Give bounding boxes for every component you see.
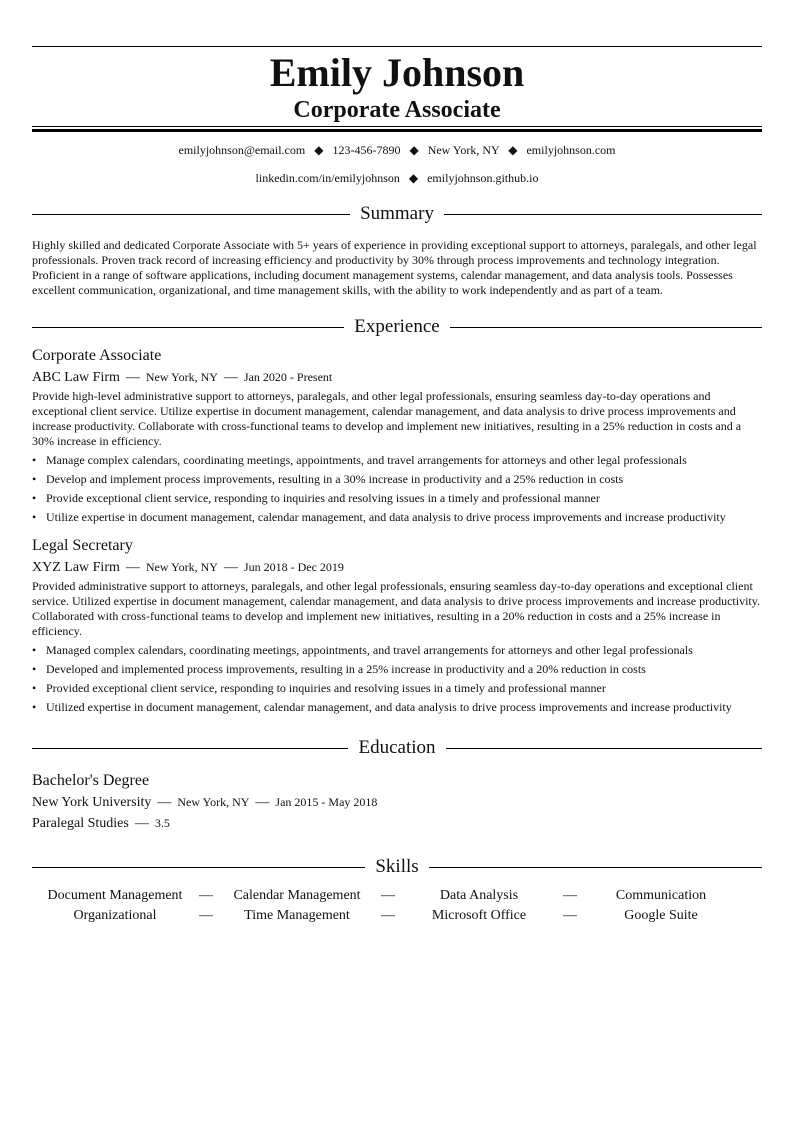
education-entry (32, 770, 762, 834)
diamond-separator-icon: ◆ (409, 143, 419, 157)
bullet-text: Manage complex calendars, coordinating meetings, appointments, and travel arrangements for attorneys and other legal professionals (46, 453, 687, 467)
job-entry (32, 536, 762, 717)
bullet-icon: • (32, 510, 37, 524)
candidate-name: Emily Johnson (269, 50, 525, 95)
phone-number: 123-456-7890 (332, 143, 401, 157)
job-location: New York, NY (145, 560, 218, 574)
list-item (32, 641, 762, 660)
skill-item: Time Management (244, 908, 350, 923)
dash-separator: — (125, 370, 140, 385)
dash-separator: — (125, 560, 140, 575)
bullet-text: Develop and implement process improvements, resulting in a 30% increase in productivity and a 25% reduction in costs (46, 472, 624, 486)
bullet-icon: • (32, 662, 37, 676)
skills-title: Skills (375, 856, 419, 877)
education-school: New York University (32, 795, 152, 810)
summary-section-header (32, 201, 762, 227)
skills-section-header (32, 854, 762, 880)
education-meta (32, 792, 762, 813)
skill-item: Data Analysis (439, 888, 519, 903)
list-item (32, 489, 762, 508)
linkedin-link[interactable]: linkedin.com/in/emilyjohnson (255, 171, 400, 185)
website-link[interactable]: emilyjohnson.com (526, 143, 616, 157)
experience-title: Experience (354, 316, 440, 337)
list-item (32, 660, 762, 679)
job-entry (32, 346, 762, 527)
header-double-rule (32, 126, 762, 132)
summary-title: Summary (360, 203, 434, 224)
education-gpa: 3.5 (154, 816, 170, 830)
job-description: Provided administrative support to attorneys, paralegals, and other legal professionals, ensuring seamless day-to-day operations and exceptional client service. Utilized expertise in document management, calendar management, and data analysis to drive process improvements and increase productivity. Collaborated with cross-functional teams to develop and implement new initiatives, resulting in a 20% reduction in costs and a 25% increase in efficiency. (32, 579, 760, 638)
list-item (32, 508, 762, 527)
bullet-icon: • (32, 700, 37, 714)
list-item (32, 470, 762, 489)
skill-item: Calendar Management (233, 888, 361, 903)
education-field: Paralegal Studies (32, 816, 129, 831)
list-item (32, 679, 762, 698)
bullet-icon: • (32, 453, 37, 467)
contact-line-2 (32, 164, 762, 192)
job-meta (32, 366, 762, 389)
list-item (32, 698, 762, 717)
job-dates: Jan 2020 - Present (243, 370, 333, 384)
dash-separator: — (223, 560, 238, 575)
dash-separator: — (255, 795, 270, 810)
summary-text: Highly skilled and dedicated Corporate Associate with 5+ years of experience in providing exceptional support to attorneys, paralegals, and other legal professionals. Proven track record of increasing efficiency and productivity by 30% through process improvements and technology integration. Proficient in a range of software applications, including document management systems, calendar management, and data analysis tools. Possesses excellent communication, organizational, and time management skills, with the ability to work independently and as part of a team. (32, 238, 757, 297)
education-section-header (32, 735, 762, 761)
location-text: New York, NY (427, 143, 500, 157)
dash-separator: — (157, 795, 172, 810)
bullet-icon: • (32, 491, 37, 505)
bullet-icon: • (32, 643, 37, 657)
job-dates: Jun 2018 - Dec 2019 (243, 560, 344, 574)
skill-item: Communication (615, 888, 707, 903)
dash-separator: — (381, 888, 395, 903)
skill-item: Google Suite (624, 908, 698, 923)
skill-item: Microsoft Office (431, 908, 527, 923)
skills-grid (32, 886, 762, 926)
job-company: ABC Law Firm (32, 370, 120, 385)
bullet-icon: • (32, 472, 37, 486)
education-dates: Jan 2015 - May 2018 (275, 795, 378, 809)
job-title: Legal Secretary (32, 537, 133, 554)
dash-separator: — (223, 370, 238, 385)
job-meta (32, 556, 762, 579)
dash-separator: — (199, 888, 213, 903)
skill-item: Document Management (47, 888, 183, 903)
job-title: Corporate Associate (32, 347, 162, 364)
education-degree: Bachelor's Degree (32, 772, 150, 789)
contact-block (32, 136, 762, 192)
skills-row (32, 906, 762, 926)
skill-item: Organizational (73, 908, 157, 923)
github-link[interactable]: emilyjohnson.github.io (427, 171, 539, 185)
dash-separator: — (563, 908, 577, 923)
bullet-text: Provide exceptional client service, responding to inquiries and resolving issues in a timely and professional manner (46, 491, 600, 505)
dash-separator: — (563, 888, 577, 903)
diamond-separator-icon: ◆ (408, 171, 419, 185)
resume-page (32, 46, 762, 926)
bullet-text: Managed complex calendars, coordinating meetings, appointments, and travel arrangements for attorneys and other legal professionals (46, 643, 693, 657)
experience-section-header (32, 314, 762, 340)
dash-separator: — (199, 908, 213, 923)
contact-line-1 (32, 136, 762, 164)
job-bullet-list (32, 451, 762, 527)
list-item (32, 451, 762, 470)
job-bullet-list (32, 641, 762, 717)
bullet-text: Provided exceptional client service, responding to inquiries and resolving issues in a timely and professional manner (46, 681, 606, 695)
candidate-headline: Corporate Associate (293, 97, 501, 123)
diamond-separator-icon: ◆ (314, 143, 324, 157)
education-field-line (32, 813, 762, 834)
skills-row (32, 886, 762, 906)
job-location: New York, NY (145, 370, 218, 384)
bullet-text: Utilize expertise in document management, calendar management, and data analysis to drive process improvements and increase productivity (46, 510, 726, 524)
education-title: Education (358, 737, 436, 758)
email-link[interactable]: emilyjohnson@email.com (178, 143, 306, 157)
job-company: XYZ Law Firm (32, 560, 120, 575)
education-location: New York, NY (177, 795, 250, 809)
top-rule (32, 46, 762, 47)
dash-separator: — (134, 816, 149, 831)
bullet-icon: • (32, 681, 37, 695)
job-description: Provide high-level administrative support to attorneys, paralegals, and other legal professionals, ensuring seamless day-to-day operations and exceptional client service. Utilize expertise in document management, calendar management, and data analysis to drive process improvements and increase productivity. Collaborate with cross-functional teams to develop and implement new initiatives, resulting in a 25% reduction in costs and a 30% increase in efficiency. (32, 389, 742, 448)
dash-separator: — (381, 908, 395, 923)
diamond-separator-icon: ◆ (508, 143, 518, 157)
bullet-text: Utilized expertise in document management, calendar management, and data analysis to drive process improvements and increase productivity (46, 700, 732, 714)
bullet-text: Developed and implemented process improvements, resulting in a 25% increase in productivity and a 20% reduction in costs (46, 662, 646, 676)
